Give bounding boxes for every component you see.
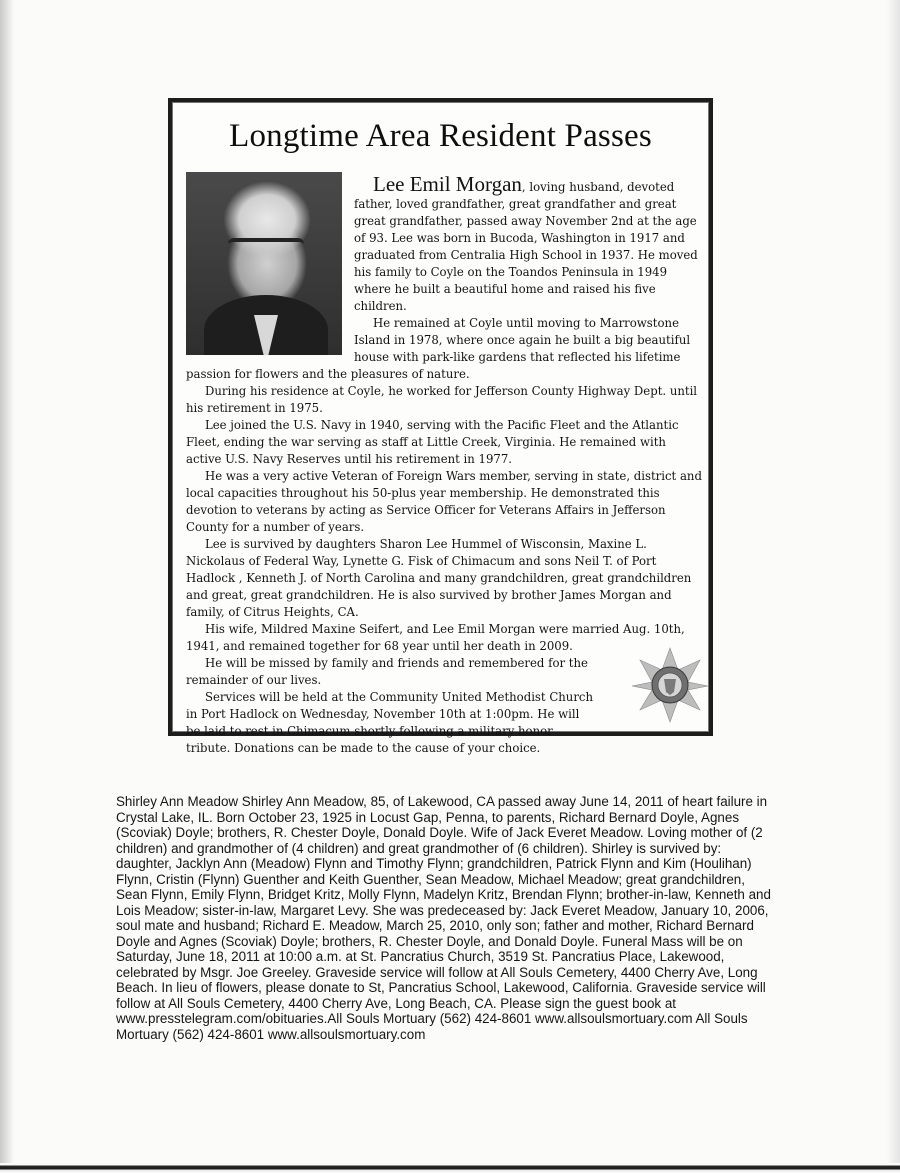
page-edge-shadow [0, 0, 14, 1173]
paragraph: Lee is survived by daughters Sharon Lee Hummel of Wisconsin, Maxine L. Nickolaus of Federal Way, Lynette G. Fisk of Chimacum and sons Neil T. of Port Hadlock , Kenneth J. of North Carolina and many grandchildren, great grandchildren and great, great grandchildren. He is also survived by brother James Morgan and family, of Citrus Heights, CA. [186, 537, 692, 619]
lead-paragraph: Lee Emil Morgan, loving husband, devoted father, loved grandfather, great grandfather and great great grandfather, passed away November 2nd at the age of 93. Lee was born in Bucoda, Washington in 1917 and graduated from Centralia High School in 1937. He moved his family to Coyle on the Toandos Peninsula in 1949 where he built a beautiful home and raised his five children. [354, 172, 698, 313]
vfw-emblem-icon [630, 646, 710, 724]
paragraph: Lee joined the U.S. Navy in 1940, serving with the Pacific Fleet and the Atlantic Fleet, ending the war serving as staff at Little Creek, Virginia. He remained with active U.S. Navy Reserves until his retirement in 1977. [186, 418, 679, 466]
paragraph: He will be missed by family and friends and remembered for the remainder of our lives. [186, 656, 588, 687]
deceased-name: Lee Emil Morgan [373, 172, 522, 196]
paragraph: He remained at Coyle until moving to Marrowstone Island in 1978, where once again he built a big beautiful house with park-like gardens that reflected his lifetime passion for flowers and the pleasures of nature. [186, 316, 691, 381]
clipping-body [186, 172, 704, 757]
paragraph: His wife, Mildred Maxine Seifert, and Lee Emil Morgan were married Aug. 10th, 1941, and remained together for 68 year until her death in 2009. [186, 622, 685, 653]
scan-bottom-edge [0, 1163, 900, 1173]
paragraph: He was a very active Veteran of Foreign Wars member, serving in state, district and local capacities throughout his 50-plus year membership. He demonstrated this devotion to veterans by acting as Service Officer for Veterans Affairs in Jefferson County for a number of years. [186, 469, 702, 534]
newspaper-clipping [168, 98, 713, 755]
page-edge-shadow-right [886, 0, 900, 1173]
clipping-headline: Longtime Area Resident Passes [229, 118, 652, 154]
obituary-shirley-meadow [116, 794, 776, 1042]
paragraph: During his residence at Coyle, he worked for Jefferson County Highway Dept. until his retirement in 1975. [186, 384, 698, 415]
paragraph: Services will be held at the Community United Methodist Church in Port Hadlock on Wednesday, November 10th at 1:00pm. He will be laid to rest in Chimacum shortly following a military honor tribute. Donations can be made to the cause of your choice. [186, 690, 593, 755]
obituary-text: Shirley Ann Meadow Shirley Ann Meadow, 85, of Lakewood, CA passed away June 14, 2011 of heart failure in Crystal Lake, IL. Born October 23, 1925 in Locust Gap, Penna, to parents, Richard Bernard Doyle, Agnes (Scoviak) Doyle; brothers, R. Chester Doyle, Donald Doyle. Wife of Jack Everet Meadow. Loving mother of (2 children) and grandmother of (4 children) and great grandmother of (6 children). Shirley is survived by: daughter, Jacklyn Ann (Meadow) Flynn and Timothy Flynn; grandchildren, Patrick Flynn and Kim (Houlihan) Flynn, Cristin (Flynn) Guenther and Keith Guenther, Sean Meadow, Michael Meadow; great grandchildren, Sean Flynn, Emily Flynn, Bridget Kritz, Molly Flynn, Madelyn Kritz, Brendan Flynn; brother-in-law, Kenneth and Lois Meadow; sister-in-law, Margaret Levy. She was predeceased by: Jack Everet Meadow, January 10, 2006, soul mate and husband; Richard E. Meadow, March 25, 2010, only son; father and mother, Richard Bernard Doyle and Agnes (Scoviak) Doyle; brothers, R. Chester Doyle, and Donald Doyle. Funeral Mass will be on Saturday, June 18, 2011 at 10:00 a.m. at St. Pancratius Church, 3519 St. Pancratius Place, Lakewood, celebrated by Msgr. Joe Greeley. Graveside service will follow at All Souls Cemetery, 4400 Cherry Ave, Long Beach. In lieu of flowers, please donate to St, Pancratius School, Lakewood, California. Graveside service will follow at All Souls Cemetery, 4400 Cherry Ave, Long Beach, CA. Please sign the guest book at www.presstelegram.com/obituaries.All Souls Mortuary (562) 424-8601 www.allsoulsmortuary.com All Souls Mortuary (562) 424-8601 www.allsoulsmortuary.com [116, 794, 771, 1042]
